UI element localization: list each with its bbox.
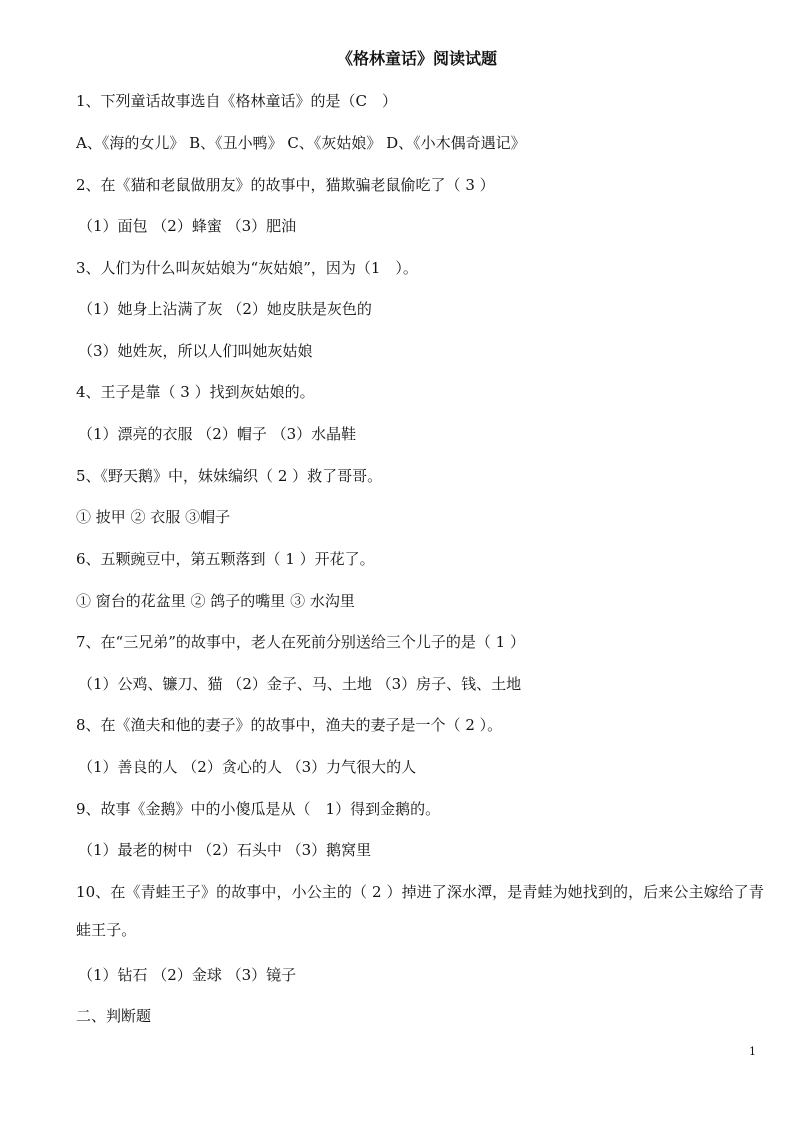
question-7: 7、在“三兄弟”的故事中，老人在死前分别送给三个儿子的是（ 1 ）: [76, 633, 525, 651]
question-9-options: （1）最老的树中 （2）石头中 （3）鹅窝里: [78, 841, 372, 859]
question-2-options: （1）面包 （2）蜂蜜 （3）肥油: [78, 217, 297, 235]
question-1: 1、下列童话故事选自《格林童话》的是（C ）: [76, 92, 398, 110]
question-3-options-b: （3）她姓灰，所以人们叫她灰姑娘: [78, 342, 313, 360]
question-2: 2、在《猫和老鼠做朋友》的故事中，猫欺骗老鼠偷吃了（ 3 ）: [76, 176, 495, 194]
question-5-options: ① 披甲 ② 衣服 ③帽子: [76, 508, 231, 526]
question-4-options: （1）漂亮的衣服 （2）帽子 （3）水晶鞋: [78, 425, 357, 443]
section-heading-true-false: 二、判断题: [76, 1007, 152, 1025]
question-9: 9、故事《金鹅》中的小傻瓜是从（ 1）得到金鹅的。: [76, 800, 441, 818]
question-7-options: （1）公鸡、镰刀、猫 （2）金子、马、土地 （3）房子、钱、土地: [78, 675, 522, 693]
question-3-options-a: （1）她身上沾满了灰 （2）她皮肤是灰色的: [78, 300, 372, 318]
question-6: 6、五颗豌豆中，第五颗落到（ 1 ）开花了。: [76, 550, 375, 568]
question-3: 3、人们为什么叫灰姑娘为“灰姑娘”，因为（1 ）。: [76, 259, 418, 277]
question-10-options: （1）钻石 （2）金球 （3）镜子: [78, 966, 297, 984]
question-10: 10、在《青蛙王子》的故事中，小公主的（ 2 ）掉进了深水潭，是青蛙为她找到的，后来公主嫁给了青蛙王子。: [76, 883, 764, 939]
document-title: 《格林童话》阅读试题: [336, 49, 497, 68]
question-8: 8、在《渔夫和他的妻子》的故事中，渔夫的妻子是一个（ 2 ）。: [76, 716, 503, 734]
question-4: 4、王子是靠（ 3 ）找到灰姑娘的。: [76, 383, 315, 401]
question-1-options: A、《海的女儿》 B、《丑小鸭》 C、《灰姑娘》 D、《小木偶奇遇记》: [76, 134, 526, 152]
question-5: 5、《野天鹅》中，妹妹编织（ 2 ）救了哥哥。: [76, 467, 383, 485]
question-8-options: （1）善良的人 （2）贪心的人 （3）力气很大的人: [78, 758, 417, 776]
page-number: 1: [749, 1045, 756, 1058]
question-6-options: ① 窗台的花盆里 ② 鸽子的嘴里 ③ 水沟里: [76, 592, 355, 610]
